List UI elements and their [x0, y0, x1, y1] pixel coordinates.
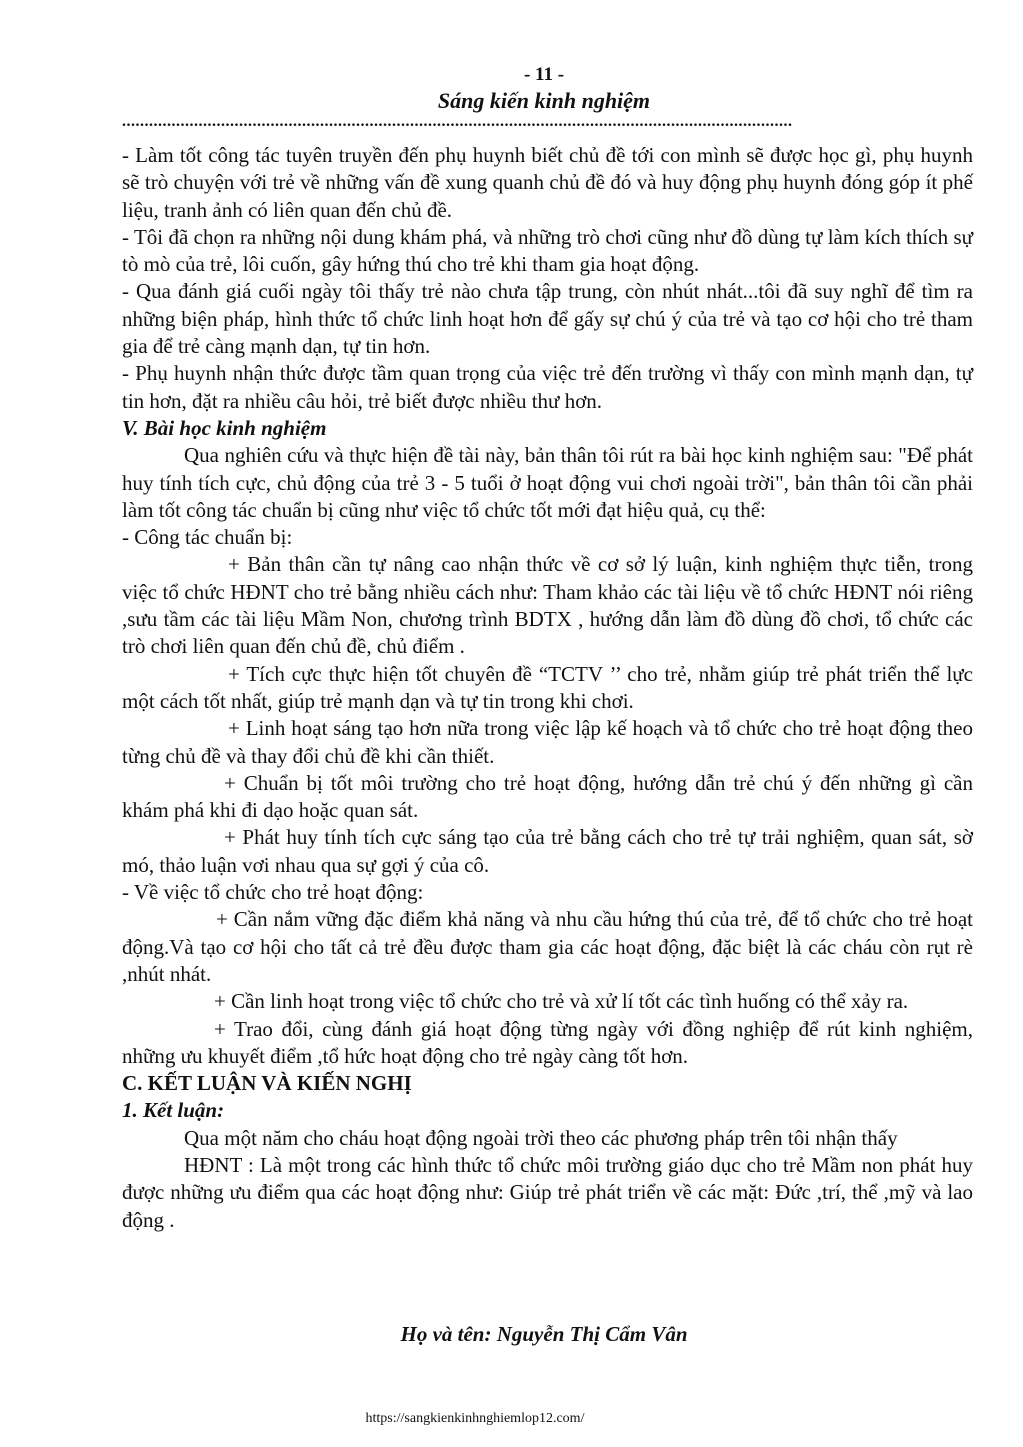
header-title: Sáng kiến kinh nghiệm — [437, 88, 651, 113]
section-heading-conclusion: C. KẾT LUẬN VÀ KIẾN NGHỊ — [122, 1071, 412, 1096]
paragraph: - Tôi đã chọn ra những nội dung khám phá, và những trò chơi cũng như đồ dùng tự làm kích thích sự tò mò của trẻ, lôi cuốn, gây hứng thú cho trẻ khi tham gia hoạt động. — [122, 224, 973, 277]
list-item: + Cần linh hoạt trong việc tổ chức cho trẻ và xử lí tốt các tình huống có thể xảy ra. — [214, 989, 909, 1014]
list-item: + Linh hoạt sáng tạo hơn nữa trong việc lập kế hoạch và tổ chức cho trẻ hoạt động theo từng chủ đề và thay đổi chủ đề khi cần thiết. — [122, 716, 973, 768]
list-item: + Bản thân cần tự nâng cao nhận thức về cơ sở lý luận, kinh nghiệm thực tiễn, trong việc tổ chức HĐNT cho trẻ bằng nhiều cách như: Tham khảo các tài liệu về tổ chức HĐNT nói riêng ,sưu tầm các tài liệu Mầm Non, chương trình BDTX , hướng dẫn làm đồ dùng đồ chơi, tổ chức các trò chơi liên quan đến chủ đề, chủ điểm . — [122, 552, 973, 659]
paragraph: Qua một năm cho cháu hoạt động ngoài trời theo các phương pháp trên tôi nhận thấy — [184, 1125, 898, 1150]
list-item: + Trao đổi, cùng đánh giá hoạt động từng ngày với đồng nghiệp để rút kinh nghiệm, những ưu khuyết điểm ,tổ hức hoạt động cho trẻ ngày càng tốt hơn. — [122, 1016, 973, 1068]
paragraph: - Qua đánh giá cuối ngày tôi thấy trẻ nào chưa tập trung, còn nhút nhát...tôi đã suy nghĩ để tìm ra những biện pháp, hình thức tổ chức linh hoạt hơn để gấy sự chú ý của trẻ và tạo cơ hội cho trẻ tham gia để trẻ càng mạnh dạn, tự tin hơn. — [122, 279, 973, 359]
paragraph: HĐNT : Là một trong các hình thức tổ chức môi trường giáo dục cho trẻ Mầm non phát huy được những ưu điểm qua các hoạt động như: Giúp trẻ phát triển về các mặt: Đức ,trí, thể ,mỹ và lao động . — [122, 1152, 973, 1232]
list-item: + Tích cực thực hiện tốt chuyên đề “TCTV ’’ cho trẻ, nhằm giúp trẻ phát triển thể lực một cách tốt nhất, giúp trẻ mạnh dạn và tự tin trong khi chơi. — [122, 661, 973, 713]
paragraph: Qua nghiên cứu và thực hiện đề tài này, bản thân tôi rút ra bài học kinh nghiệm sau: "Để phát huy tính tích cực, chủ động của trẻ 3 - 5 tuổi ở hoạt động vui chơi ngoài trời", bản thân tôi cần phải làm tốt công tác chuẩn bị cũng như việc tổ chức tốt mới đạt hiệu quả, cụ thể: — [122, 443, 973, 522]
subsection-heading-conclusion: 1. Kết luận: — [122, 1098, 225, 1123]
author-signature: Họ và tên: Nguyễn Thị Cẩm Vân — [400, 1322, 688, 1346]
paragraph: - Công tác chuẩn bị: — [122, 525, 293, 550]
page-number: - 11 - — [523, 64, 565, 85]
footer-url: https://sangkienkinhnghiemlop12.com/ — [365, 1411, 585, 1426]
list-item: + Cần nắm vững đặc điểm khả năng và nhu cầu hứng thú của trẻ, để tổ chức cho trẻ hoạt động.Và tạo cơ hội cho tất cả trẻ đều được tham gia các hoạt động, đặc biệt là các cháu còn rụt rè ,nhút nhát. — [122, 907, 973, 986]
list-item: + Phát huy tính tích cực sáng tạo của trẻ bằng cách cho trẻ tự trải nghiệm, quan sát, sờ mó, thảo luận vơi nhau qua sự gợi ý của cô. — [122, 825, 973, 877]
list-item: + Chuẩn bị tốt môi trường cho trẻ hoạt động, hướng dẫn trẻ chú ý đến những gì cần khám phá khi đi dạo hoặc quan sát. — [122, 770, 973, 823]
paragraph: - Về việc tổ chức cho trẻ hoạt động: — [122, 880, 424, 905]
header-separator: ..................................................................................................................................................... — [122, 113, 793, 130]
section-heading-lessons: V. Bài học kinh nghiệm — [122, 415, 327, 440]
paragraph: - Phụ huynh nhận thức được tầm quan trọng của việc trẻ đến trường vì thấy con mình mạnh dạn, tự tin hơn, đặt ra nhiều câu hỏi, trẻ biết được nhiều thư hơn. — [122, 361, 973, 413]
document-body — [122, 142, 973, 1234]
paragraph: - Làm tốt công tác tuyên truyền đến phụ huynh biết chủ đề tới con mình sẽ được học gì, phụ huynh sẽ trò chuyện với trẻ về những vấn đề xung quanh chủ đề đó và huy động phụ huynh đóng góp ít phế liệu, tranh ảnh có liên quan đến chủ đề. — [122, 143, 973, 222]
